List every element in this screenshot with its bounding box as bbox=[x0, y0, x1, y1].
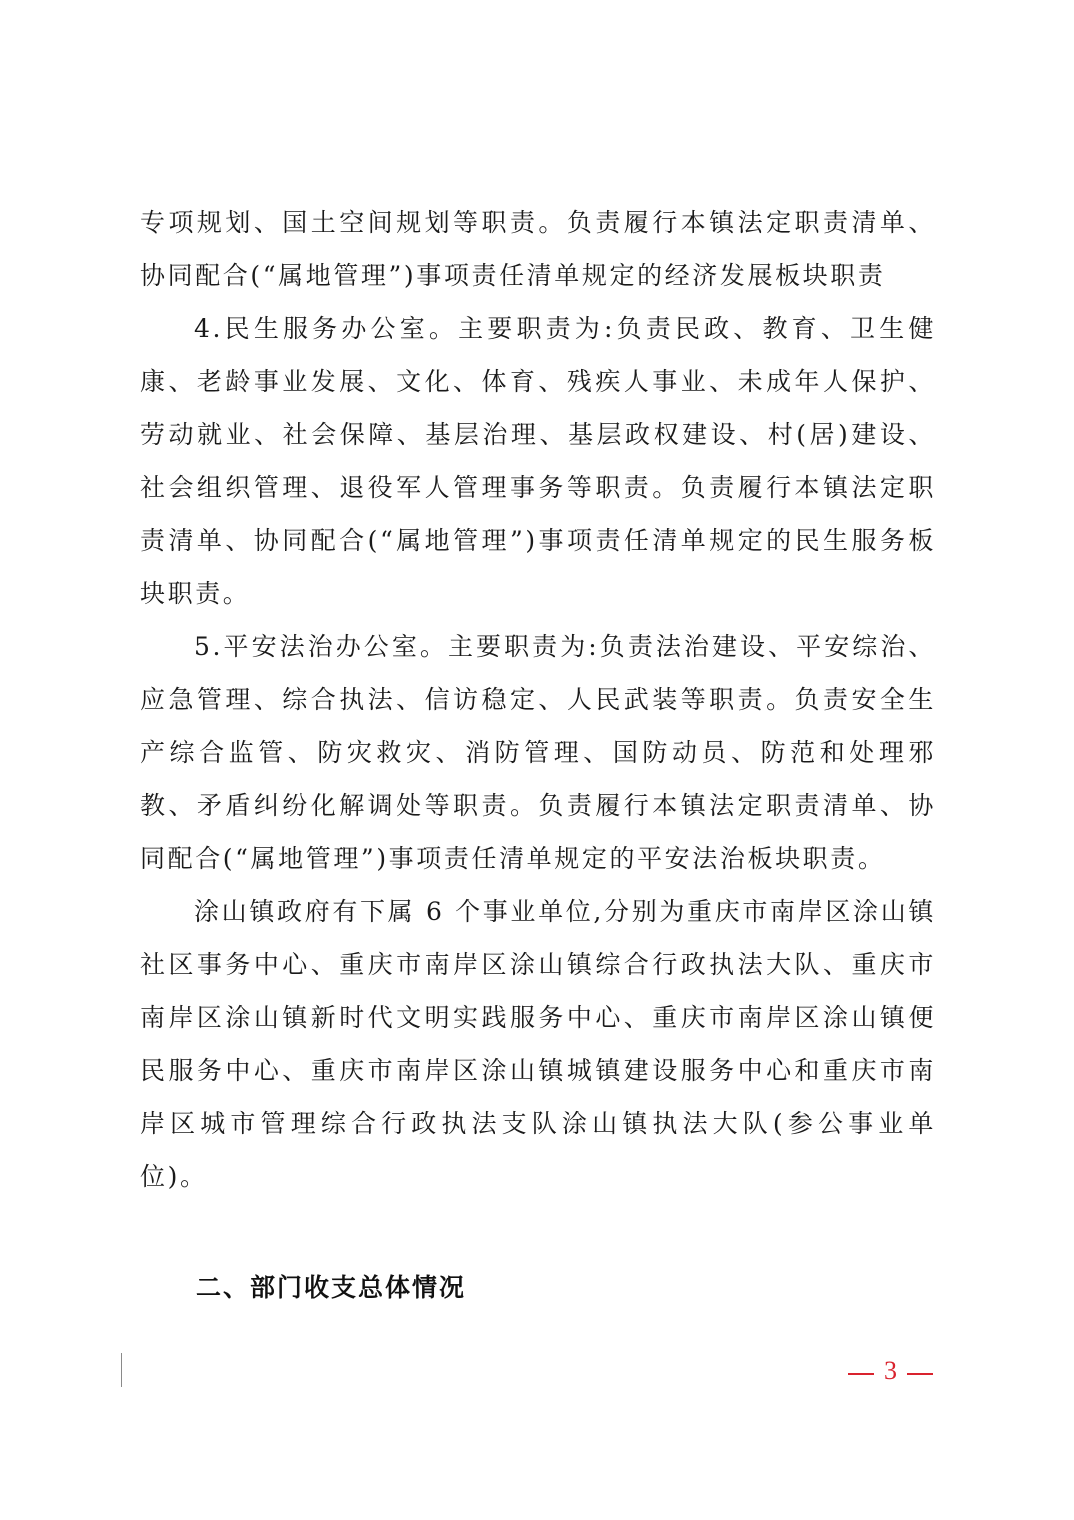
paragraph-safety-law-office: 5.平安法治办公室。主要职责为:负责法治建设、平安综治、应急管理、综合执法、信访稳定、人民武装等职责。负责安全生产综合监管、防灾救灾、消防管理、国防动员、防范和处理邪教、矛盾纠纷化解调处等职责。负责履行本镇法定职责清单、协同配合(“属地管理”)事项责任清单规定的平安法治板块职责。 bbox=[140, 632, 936, 873]
body-text bbox=[140, 196, 936, 1203]
page-number: 3 bbox=[884, 1356, 897, 1385]
page-number-dash-left bbox=[848, 1373, 874, 1375]
paragraph-livelihood-office: 4.民生服务办公室。主要职责为:负责民政、教育、卫生健康、老龄事业发展、文化、体育、残疾人事业、未成年人保护、劳动就业、社会保障、基层治理、基层政权建设、村(居)建设、社会组织管理、退役军人管理事务等职责。负责履行本镇法定职责清单、协同配合(“属地管理”)事项责任清单规定的民生服务板块职责。 bbox=[140, 314, 936, 608]
paragraph-economic-duties: 专项规划、国土空间规划等职责。负责履行本镇法定职责清单、协同配合(“属地管理”)事项责任清单规定的经济发展板块职责 bbox=[140, 208, 936, 290]
binding-margin-line bbox=[121, 1353, 122, 1387]
page-number-dash-right bbox=[907, 1373, 933, 1375]
section-heading: 二、部门收支总体情况 bbox=[196, 1273, 467, 1302]
page-number-footer bbox=[848, 1354, 933, 1388]
paragraph-subordinate-units: 涂山镇政府有下属 6 个事业单位,分别为重庆市南岸区涂山镇社区事务中心、重庆市南岸区涂山镇综合行政执法大队、重庆市南岸区涂山镇新时代文明实践服务中心、重庆市南岸区涂山镇便民服务中心、重庆市南岸区涂山镇城镇建设服务中心和重庆市南岸区城市管理综合行政执法支队涂山镇执法大队(参公事业单位)。 bbox=[140, 897, 936, 1191]
